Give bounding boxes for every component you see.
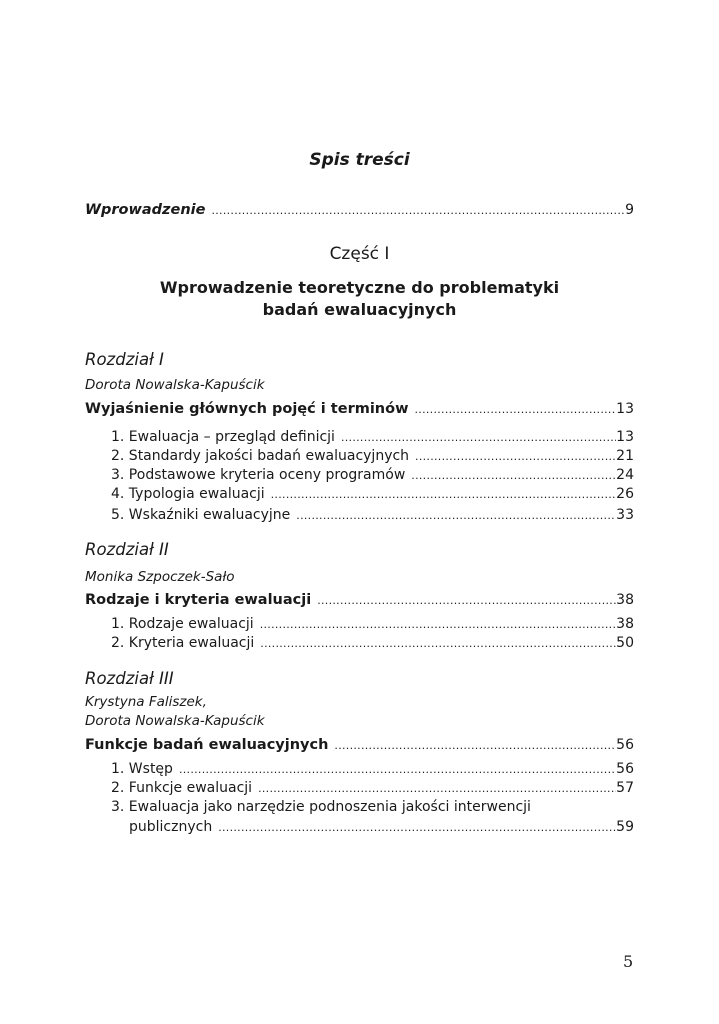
entry-label: 1. Ewaluacja – przegląd definicji: [111, 429, 335, 445]
section-entry-line-1: 3. Ewaluacja jako narzędzie podnoszenia jakości interwencji: [111, 799, 531, 815]
dot-leader: [328, 737, 616, 753]
dot-leader: [405, 467, 616, 483]
chapter-2-entry: [85, 592, 634, 608]
dot-leader: [254, 616, 616, 632]
dot-leader: [335, 429, 616, 445]
entry-page: 13: [616, 401, 634, 417]
part-title-line-2: badań ewaluacyjnych: [262, 300, 457, 319]
entry-label: 2. Standardy jakości badań ewaluacyjnych: [111, 448, 410, 464]
chapter-3-label: Rozdział III: [85, 669, 174, 688]
entry-label: 2. Kryteria ewaluacji: [111, 635, 255, 651]
entry-label: 4. Typologia ewaluacji: [111, 486, 265, 502]
chapter-3-entry: [85, 737, 634, 753]
entry-page: 56: [616, 737, 634, 753]
section-entry: [111, 635, 634, 651]
entry-label: Funkcje badań ewaluacyjnych: [85, 737, 329, 753]
dot-leader: [212, 819, 616, 835]
section-entry: [111, 448, 634, 464]
entry-label: 3. Podstawowe kryteria oceny programów: [111, 467, 406, 483]
entry-label: Wyjaśnienie głównych pojęć i terminów: [85, 401, 409, 417]
entry-label: Wprowadzenie: [85, 202, 206, 218]
entry-page: 21: [616, 448, 634, 464]
toc-entry-intro: [85, 202, 634, 218]
entry-page: 9: [625, 202, 634, 218]
chapter-1-entry: [85, 401, 634, 417]
entry-label: 2. Funkcje ewaluacji: [111, 780, 253, 796]
dot-leader: [173, 761, 616, 777]
entry-label: publicznych: [129, 819, 213, 835]
part-title-line-1: Wprowadzenie teoretyczne do problematyki: [159, 278, 560, 297]
section-entry: [111, 780, 634, 796]
chapter-3-author: Dorota Nowalska-Kapuścik: [85, 713, 265, 729]
entry-label: Rodzaje i kryteria ewaluacji: [85, 592, 312, 608]
dot-leader: [265, 486, 617, 502]
dot-leader: [205, 202, 625, 218]
chapter-2-label: Rozdział II: [85, 540, 169, 559]
entry-label: 5. Wskaźniki ewaluacyjne: [111, 507, 291, 523]
entry-page: 59: [616, 819, 634, 835]
entry-label: 1. Wstęp: [111, 761, 173, 777]
entry-page: 38: [616, 592, 634, 608]
entry-page: 33: [616, 507, 634, 523]
dot-leader: [311, 592, 616, 608]
chapter-1-label: Rozdział I: [85, 350, 164, 369]
section-entry: [111, 761, 634, 777]
entry-page: 50: [616, 635, 634, 651]
dot-leader: [409, 448, 616, 464]
toc-title: Spis treści: [309, 150, 410, 170]
dot-leader: [252, 780, 616, 796]
entry-page: 24: [616, 467, 634, 483]
dot-leader: [254, 635, 616, 651]
section-entry: [111, 507, 634, 523]
section-entry: [111, 467, 634, 483]
dot-leader: [290, 507, 616, 523]
toc-page: [85, 0, 634, 1024]
page-number: 5: [623, 952, 634, 971]
entry-page: 26: [616, 486, 634, 502]
entry-label: 1. Rodzaje ewaluacji: [111, 616, 254, 632]
chapter-2-author: Monika Szpoczek-Sało: [85, 569, 235, 585]
entry-page: 13: [616, 429, 634, 445]
chapter-3-author: Krystyna Faliszek,: [85, 694, 207, 710]
entry-page: 56: [616, 761, 634, 777]
section-entry: [111, 616, 634, 632]
part-label: Część I: [329, 244, 390, 264]
part-title: [85, 277, 634, 321]
section-entry: [111, 486, 634, 502]
section-entry: [129, 819, 634, 835]
chapter-1-author: Dorota Nowalska-Kapuścik: [85, 377, 265, 393]
entry-page: 57: [616, 780, 634, 796]
entry-page: 38: [616, 616, 634, 632]
section-entry: [111, 429, 634, 445]
dot-leader: [408, 401, 616, 417]
